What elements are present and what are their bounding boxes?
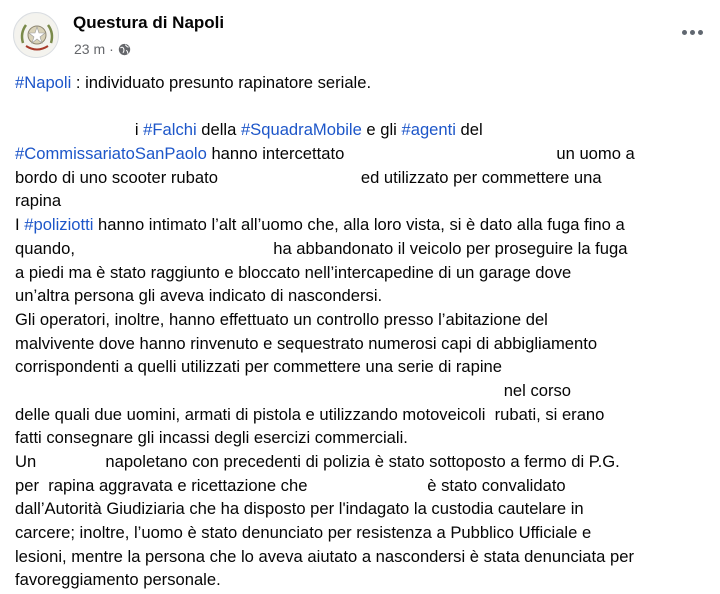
post-line (15, 71, 715, 95)
post-time[interactable]: 23 m (74, 41, 106, 57)
post-text-segment: e gli (361, 120, 402, 140)
hashtag-link[interactable]: #Napoli (15, 73, 72, 92)
hashtag-link[interactable]: #Falchi (143, 120, 197, 140)
post-meta (74, 40, 131, 58)
post-line (15, 261, 715, 285)
post-text-segment: Gli operatori, inoltre, hanno effettuato un controllo presso l’abitazione del (15, 309, 548, 329)
more-dot (690, 30, 695, 35)
post-text-segment: malvivente dove hanno rinvenuto e sequestrato numerosi capi di abbigliamento (15, 333, 598, 353)
post-text-segment: rapina (15, 191, 62, 211)
post-line (15, 355, 715, 379)
post-line (15, 213, 715, 237)
post-text-segment: corrispondenti a quelli utilizzati per commettere una serie di rapine (15, 357, 502, 377)
post-text (15, 71, 715, 592)
more-options-button[interactable] (678, 22, 706, 42)
post-line (15, 521, 715, 545)
post-text-segment: hanno intimato l’alt all’uomo che, alla loro vista, si è dato alla fuga fino a (93, 215, 625, 235)
post-text-segment: delle quali due uomini, armati di pistola e utilizzando motoveicoli rubati, si erano (15, 404, 605, 424)
more-dot (698, 30, 703, 35)
page-name[interactable]: Questura di Napoli (73, 13, 225, 32)
hashtag-link[interactable]: #CommissariatoSanPaolo (15, 144, 207, 164)
post-text-segment: del (455, 120, 483, 140)
post-line (15, 403, 715, 427)
post-text-segment: I (15, 215, 25, 235)
post-text-segment: a piedi ma è stato raggiunto e bloccato nell’intercapedine di un garage dove (15, 262, 572, 282)
post-line (15, 166, 715, 190)
post-header (0, 0, 720, 66)
post-line (15, 284, 715, 308)
post-text-segment: dall’Autorità Giudiziaria che ha disposto per l'indagato la custodia cautelare in (15, 499, 584, 519)
hashtag-link[interactable]: #SquadraMobile (240, 120, 362, 140)
post-line (15, 332, 715, 356)
post-text-segment: hanno intercettato un uomo a (206, 144, 635, 164)
post-text-segment: nel corso (15, 380, 572, 400)
emblem-icon (14, 13, 59, 58)
post-text-segment: fatti consegnare gli incassi degli esercizi commerciali. (15, 428, 408, 448)
post-text-segment: favoreggiamento personale. (15, 570, 221, 590)
post-text-segment: lesioni, mentre la persona che lo aveva aiutato a nascondersi è stata denunciata per (15, 546, 634, 566)
post-text-segment: : individuato presunto rapinatore seriale. (71, 73, 372, 92)
post-line (15, 497, 715, 521)
post-text-segment: carcere; inoltre, l’uomo è stato denunciato per resistenza a Pubblico Ufficiale e (15, 523, 592, 543)
hashtag-link[interactable]: #agenti (401, 120, 456, 140)
post-line (15, 450, 715, 474)
meta-separator: · (109, 41, 114, 57)
post-line (15, 545, 715, 569)
more-dot (682, 30, 687, 35)
post-text-segment: Un napoletano con precedenti di polizia è stato sottoposto a fermo di P.G. (15, 452, 620, 471)
post-line (15, 379, 715, 403)
post-text-segment: per rapina aggravata e ricettazione che è stato convalidato (15, 475, 566, 495)
post-text-segment: i (15, 120, 144, 140)
post-line (15, 142, 715, 166)
post-text-segment: un’altra persona gli aveva indicato di nascondersi. (15, 286, 383, 306)
post-text-segment: quando, ha abbandonato il veicolo per proseguire la fuga (15, 238, 628, 258)
post-line (15, 95, 715, 119)
post-text-segment: della (196, 120, 241, 140)
post-line (15, 189, 715, 213)
post-line (15, 474, 715, 498)
post-line (15, 118, 715, 142)
post-line (15, 308, 715, 332)
globe-icon (118, 43, 131, 56)
post-text-segment: bordo di uno scooter rubato ed utilizzato per commettere una (15, 167, 602, 187)
hashtag-link[interactable]: #poliziotti (24, 215, 94, 235)
post-line (15, 426, 715, 450)
post-line (15, 568, 715, 592)
post-line (15, 237, 715, 261)
page-avatar[interactable] (13, 12, 59, 58)
